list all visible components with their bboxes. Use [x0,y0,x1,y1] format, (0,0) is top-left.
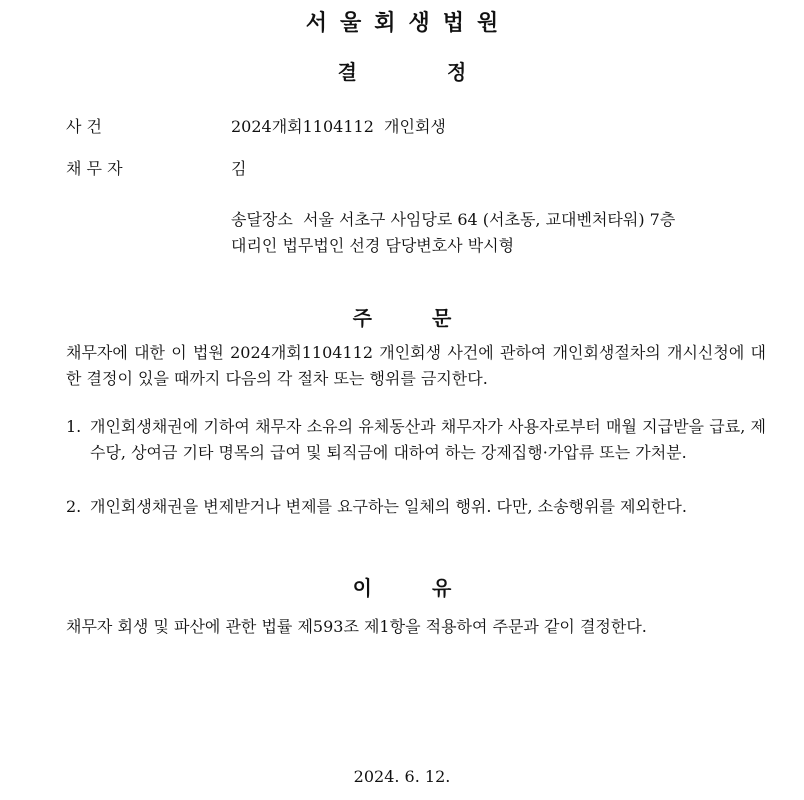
document-title-char-1: 결 [337,60,357,84]
order-heading [0,302,804,331]
reason-heading-char-2: 유 [432,576,452,600]
order-paragraph: 채무자에 대한 이 법원 2024개회1104112 개인회생 사건에 관하여 개인회생절차의 개시신청에 대한 결정이 있을 때까지 다음의 각 절차 또는 행위를 금지한다. [66,343,766,388]
order-item-number: 2. [66,497,82,516]
case-row [66,114,446,137]
decision-date: 2024. 6. 12. [353,767,451,786]
case-value: 2024개회1104112 개인회생 [231,117,446,136]
attorney-line: 대리인 법무법인 선경 담당변호사 박시형 [231,236,515,255]
debtor-label: 채 무 자 [66,159,123,178]
order-item-number: 1. [66,417,82,436]
debtor-value: 김 [231,159,247,178]
case-label: 사 건 [66,117,102,136]
document-title-char-2: 정 [447,60,467,84]
service-address: 송달장소 서울 서초구 사임당로 64 (서초동, 교대벤처타워) 7층 [231,210,676,229]
order-heading-char-1: 주 [352,306,372,330]
order-item [66,414,766,466]
order-item [66,494,766,520]
reason-paragraph: 채무자 회생 및 파산에 관한 법률 제593조 제1항을 적용하여 주문과 같이 결정한다. [66,617,647,636]
reason-heading [0,572,804,601]
order-item-text: 개인회생채권에 기하여 채무자 소유의 유체동산과 채무자가 사용자로부터 매월 지급받을 급료, 제수당, 상여금 기타 명목의 급여 및 퇴직금에 대하여 하는 강제집행·가압류 또는 가처분. [90,417,766,462]
order-item-text: 개인회생채권을 변제받거나 변제를 요구하는 일체의 행위. 다만, 소송행위를 제외한다. [90,497,687,516]
debtor-row [66,156,246,179]
document-title [0,56,804,85]
court-name: 서울회생법원 [305,11,512,36]
order-heading-char-2: 문 [432,306,452,330]
reason-heading-char-1: 이 [352,576,372,600]
